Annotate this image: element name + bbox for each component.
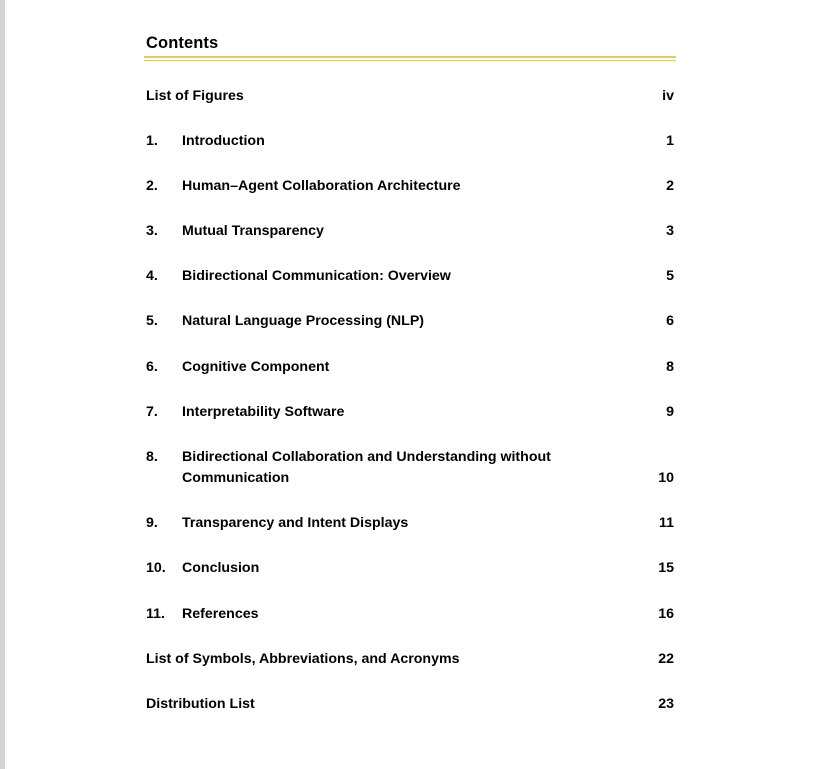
toc-entry-title xyxy=(182,447,602,489)
toc-entry-number: 4. xyxy=(146,268,158,284)
toc-entry-page: 11 xyxy=(659,515,674,531)
toc-entry-number: 7. xyxy=(146,404,158,420)
toc-section xyxy=(146,30,676,712)
toc-entry-title: Transparency and Intent Displays xyxy=(182,515,409,531)
page-edge xyxy=(0,0,5,769)
toc-entry-title: Human–Agent Collaboration Architecture xyxy=(182,178,461,194)
toc-entry-page: 23 xyxy=(658,696,674,712)
toc-entry-number: 10. xyxy=(146,560,166,576)
heading-rule xyxy=(144,56,676,62)
toc-entry-page: 22 xyxy=(658,651,674,667)
toc-entry-page: 1 xyxy=(666,133,674,149)
toc-entry-page: 9 xyxy=(666,404,674,420)
toc-entry-number: 2. xyxy=(146,178,158,194)
toc-entry-title: Distribution List xyxy=(146,696,255,712)
toc-entry-page: 6 xyxy=(666,313,674,329)
toc-entry-page: 2 xyxy=(666,178,674,194)
toc-entry-page: iv xyxy=(662,88,674,104)
toc-entry-title: Introduction xyxy=(182,133,265,149)
toc-entry-title: Mutual Transparency xyxy=(182,223,324,239)
toc-entry-number: 9. xyxy=(146,515,158,531)
toc-entry-title: Cognitive Component xyxy=(182,359,330,375)
toc-entry-number: 8. xyxy=(146,449,158,465)
toc-entry-number: 1. xyxy=(146,133,158,149)
toc-entry-page: 5 xyxy=(666,268,674,284)
heading-rule-bottom xyxy=(144,60,676,61)
toc-entry-title: Natural Language Processing (NLP) xyxy=(182,313,425,329)
toc-entry-title: Interpretability Software xyxy=(182,404,345,420)
toc-entry-title: Conclusion xyxy=(182,560,260,576)
toc-entry-title: References xyxy=(182,606,259,622)
heading-rule-top xyxy=(144,56,676,58)
toc-entry-title: List of Figures xyxy=(146,88,244,104)
toc-entry-title: Bidirectional Communication: Overview xyxy=(182,268,451,284)
toc-entry-page: 8 xyxy=(666,359,674,375)
toc-entry-page: 15 xyxy=(658,560,674,576)
toc-entry-number: 5. xyxy=(146,313,158,329)
toc-heading: Contents xyxy=(146,34,219,52)
toc-entry-title: List of Symbols, Abbreviations, and Acronyms xyxy=(146,651,460,667)
toc-entry-number: 6. xyxy=(146,359,158,375)
toc-entry-page: 10 xyxy=(658,470,674,486)
toc-entry-page: 3 xyxy=(666,223,674,239)
toc-entry-number: 11. xyxy=(146,606,165,622)
toc-entry-number: 3. xyxy=(146,223,158,239)
toc-entry-title-line1: Bidirectional Collaboration and Understanding without xyxy=(182,449,551,465)
toc-entry-title-line2: Communication xyxy=(182,470,290,486)
toc-entry-page: 16 xyxy=(658,606,674,622)
